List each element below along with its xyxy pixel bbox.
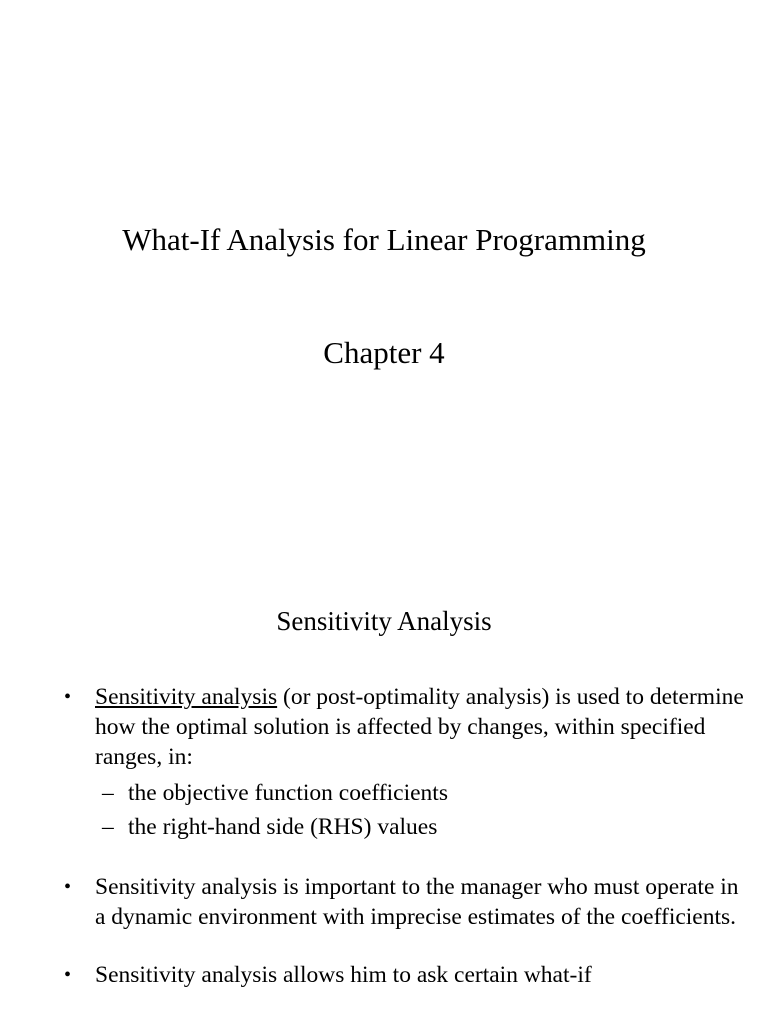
bullet-text: Sensitivity analysis is important to the manager who must operate in a dynamic environment with imprecise estimates of the coefficients. [95,874,739,930]
bullet-text: Sensitivity analysis allows him to ask certain what-if [95,962,592,988]
sub-bullet-list [95,776,750,844]
bullet-list [60,682,750,1018]
bullet-icon: • [64,686,72,708]
sub-bullet-item-2 [95,810,750,844]
dash-icon: – [102,814,114,840]
sub-bullet-text: the right-hand side (RHS) values [128,814,438,840]
bullet-item-2 [60,872,750,932]
bullet-item-1 [60,682,750,844]
sub-bullet-text: the objective function coefficients [128,780,448,806]
chapter-subtitle: Chapter 4 [323,335,445,370]
sensitivity-analysis-slide [0,560,768,1024]
slide-title: Sensitivity Analysis [276,606,492,636]
sub-bullet-item-1 [95,776,750,810]
presentation-title: What-If Analysis for Linear Programming [122,222,646,257]
dash-icon: – [102,780,114,806]
bullet-item-3 [60,960,750,990]
bullet-icon: • [64,964,72,986]
bullet-text: (or post-optimality analysis) is used to determine how the optimal solution is affected by changes, within specified ranges, in: [95,684,744,770]
underlined-term: Sensitivity analysis [95,684,278,710]
bullet-icon: • [64,876,72,898]
